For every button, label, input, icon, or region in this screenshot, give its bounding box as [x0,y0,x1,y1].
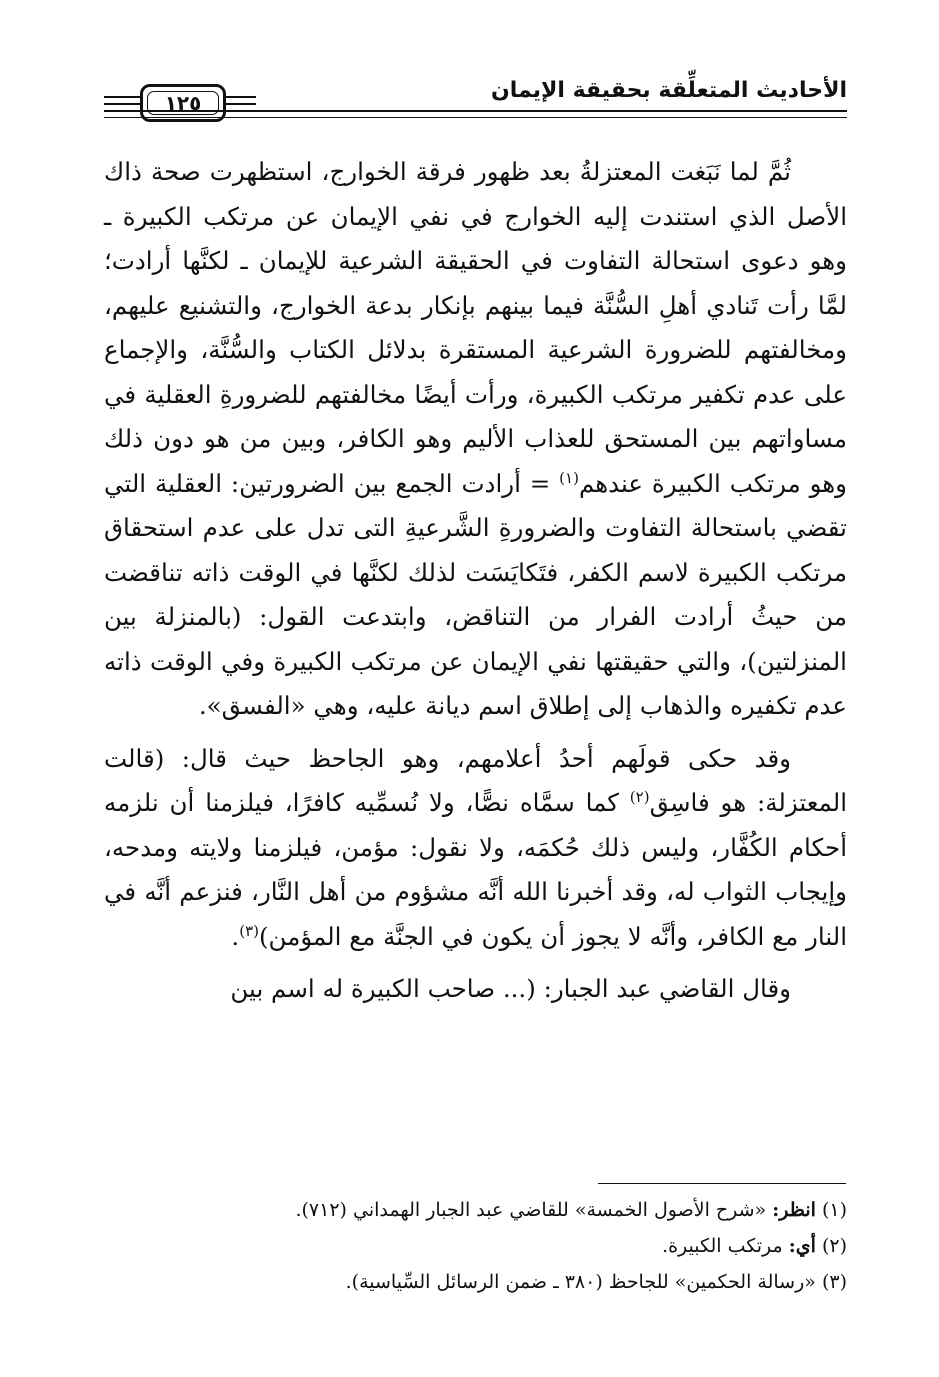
footnote-number: (٣) [821,1271,847,1293]
footnotes [104,1192,847,1300]
header-ornament-left [104,96,140,117]
paragraph-text: وقد حكى قولَهم أحدُ أعلامهم، وهو الجاحظ حيث قال: (قالت المعتزلة: هو فاسِق [104,743,848,817]
paragraph [104,737,847,960]
page-number: ١٢٥ [147,91,219,115]
paragraph-text: ثُمَّ لما نَبَغت المعتزلةُ بعد ظهور فرقة الخوارج، استظهرت صحة ذاك الأصل الذي استندت إليه الخوارج في نفي الإيمان عن مرتكب الكبيرة ـ وهو دعوى استحالة التفاوت في الحقيقة الشرعية للإيمان ـ لكنَّها أرادت؛ لمَّا رأت تَنادي أهلِ السُّنَّة فيما بينهم بإنكار بدعة الخوارج، والتشنيع عليهم، ومخالفتهم للضرورة الشرعية المستقرة بدلائل الكتاب والسُّنَّة، والإجماع على عدم تكفير مرتكب الكبيرة، ورأت أيضًا مخالفتهم للضرورةِ العقلية في مساواتهم بين المستحق للعذاب الأليم وهو الكافر، وبين من هو دون ذلك وهو مرتكب الكبيرة عندهم [104,157,848,498]
footnote-ref-1: (١) [559,468,579,487]
footnote-separator [598,1183,846,1184]
paragraph-text: كما سمَّاه نصًّا، ولا نُسمِّيه كافرًا، فيلزمنا أن نلزمه أحكام الكُفَّار، وليس ذلك حُكمَه، ولا نقول: مؤمن، فيلزمنا ولايته ومدحه، وإيجاب الثواب له، وقد أخبرنا الله أنَّه مشؤوم من أهل النَّار، فنزعم أنَّه في النار مع الكافر، وأنَّه لا يجوز أن يكون في الجنَّة مع المؤمن) [104,788,847,951]
footnote [104,1264,847,1300]
footnote-text: مرتكب الكبيرة. [662,1235,789,1257]
footnote-ref-2: (٢) [629,787,650,806]
footnote [104,1228,847,1264]
footnote-text: «رسالة الحكمين» للجاحظ (٣٨٠ ـ ضمن الرسائل السِّياسية). [345,1271,816,1293]
paragraph [104,967,847,1012]
header-ornament-right [226,96,256,117]
footnote-lead: أي: [788,1235,816,1257]
footnote [104,1192,847,1228]
header-rule [104,110,847,112]
footnote-text: «شرح الأصول الخمسة» للقاضي عبد الجبار الهمداني (٧١٢). [295,1199,773,1221]
running-header-title: الأحاديث المتعلِّقة بحقيقة الإيمان [490,78,847,103]
footnote-number: (٢) [821,1235,847,1257]
footnote-number: (١) [821,1199,847,1221]
footnote-ref-3: (٣) [239,921,259,940]
paragraph-text: = أرادت الجمع بين الضرورتين: العقلية التي تقضي باستحالة التفاوت والضرورةِ الشَّرعيةِ التى تدل على عدم استحقاق مرتكب الكبيرة لاسم الكفر، فتَكايَسَت لذلك لكنَّها في الوقت ذاته تناقضت من حيثُ أرادت الفرار من التناقض، وابتدعت القول: (بالمنزلة بين المنزلتين)، والتي حقيقتها نفي الإيمان عن مرتكب الكبيرة وفي الوقت ذاته عدم تكفيره والذهاب إلى إطلاق اسم ديانة عليه، وهي «الفسق». [104,468,847,720]
header-rule-thin [104,117,847,118]
footnote-lead: انظر: [772,1199,816,1221]
main-text [104,150,847,1020]
paragraph [104,150,847,729]
paragraph-text: وقال القاضي عبد الجبار: (... صاحب الكبيرة له اسم بين [230,974,791,1003]
paragraph-text: . [231,921,240,951]
